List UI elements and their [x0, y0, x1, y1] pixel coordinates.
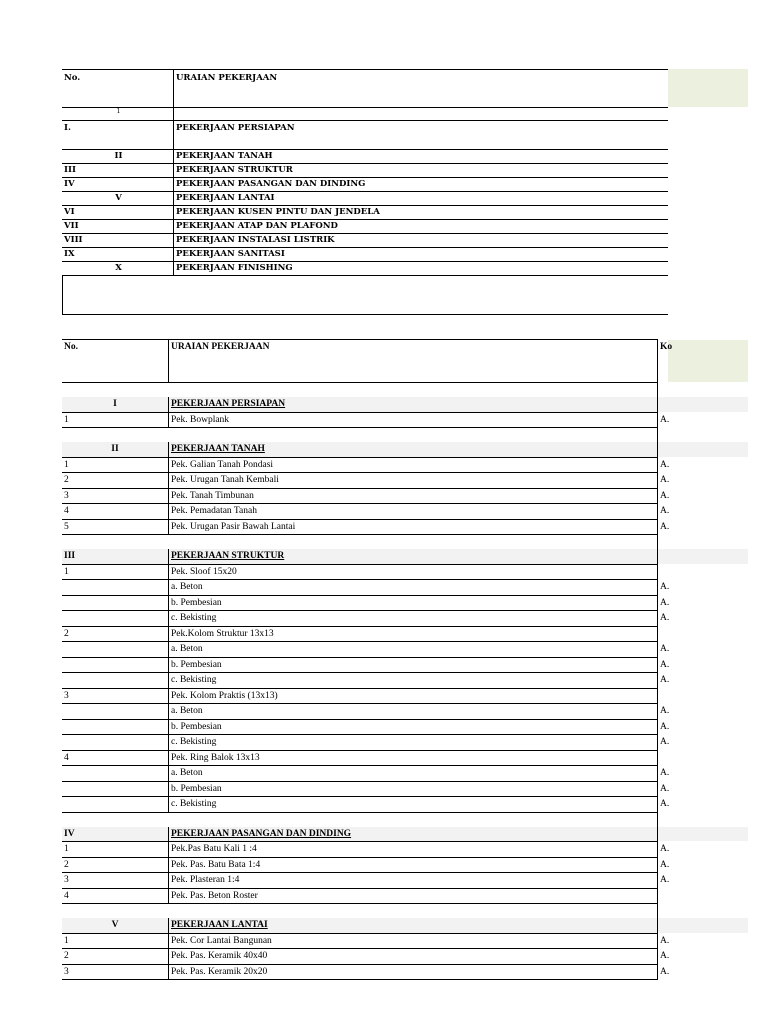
- item-kode: A.: [660, 506, 670, 516]
- header-fill: [668, 69, 748, 107]
- item-no: [62, 766, 169, 781]
- item-uraian: c. Bekisting: [169, 611, 658, 626]
- spacer-row: [62, 428, 658, 442]
- item-uraian: Pek. Galian Tanah Pondasi: [169, 458, 658, 473]
- item-kode: A.: [660, 475, 670, 485]
- table-row: [62, 689, 658, 705]
- item-no: 4: [62, 751, 169, 766]
- detail-table: [62, 339, 672, 980]
- table-row: [62, 504, 670, 520]
- item-uraian: a. Beton: [169, 766, 658, 781]
- section-no: V: [62, 918, 169, 933]
- section-row: [62, 397, 658, 412]
- table-row: VII PEKERJAAN ATAP DAN PLAFOND: [62, 220, 668, 234]
- header-no: No.: [62, 70, 174, 107]
- item-kode: A.: [660, 706, 670, 716]
- item-uraian: c. Bekisting: [169, 735, 658, 750]
- table-row: [62, 751, 658, 767]
- item-no: [62, 782, 169, 797]
- item-no: 1: [62, 934, 169, 949]
- table-row: [62, 797, 670, 813]
- item-no: [62, 720, 169, 735]
- item-uraian: a. Beton: [169, 580, 658, 595]
- item-kode: A.: [660, 459, 670, 470]
- item-no: 1: [62, 458, 169, 473]
- table-row: [62, 934, 670, 950]
- item-no: [62, 596, 169, 611]
- table-row: [62, 766, 670, 782]
- table-row: [62, 673, 670, 689]
- item-kode: A.: [660, 799, 670, 809]
- item-uraian: Pek. Bowplank: [169, 413, 658, 428]
- table-row: [62, 965, 670, 981]
- spacer-row: [62, 383, 658, 397]
- item-kode: A.: [660, 659, 670, 670]
- table-row: II PEKERJAAN TANAH: [62, 150, 668, 164]
- item-uraian: Pek. Urugan Tanah Kembali: [169, 473, 658, 488]
- item-no: [62, 611, 169, 626]
- section-title: PEKERJAAN PASANGAN DAN DINDING: [169, 827, 658, 842]
- section-title: PEKERJAAN STRUKTUR: [169, 549, 658, 564]
- index-mark: 1: [62, 108, 174, 120]
- item-uraian: c. Bekisting: [169, 797, 658, 812]
- item-uraian: Pek. Tanah Timbunan: [169, 489, 658, 504]
- detail-body: [62, 383, 670, 980]
- item-uraian: Pek. Urugan Pasir Bawah Lantai: [169, 520, 658, 535]
- item-no: 3: [62, 965, 169, 980]
- table-row: VI PEKERJAAN KUSEN PINTU DAN JENDELA: [62, 206, 668, 220]
- item-kode: A.: [660, 675, 670, 685]
- item-uraian: Pek. Pemadatan Tanah: [169, 504, 658, 519]
- header-kode: Ko: [660, 342, 672, 352]
- item-no: [62, 642, 169, 657]
- item-kode: A.: [660, 768, 670, 778]
- header-uraian: URAIAN PEKERJAAN: [169, 340, 658, 382]
- header-no: No.: [62, 340, 169, 382]
- item-no: 2: [62, 858, 169, 873]
- item-no: 4: [62, 889, 169, 904]
- item-no: [62, 797, 169, 812]
- item-no: 2: [62, 627, 169, 642]
- item-no: 2: [62, 473, 169, 488]
- item-no: 4: [62, 504, 169, 519]
- summary-header-row: [62, 69, 668, 108]
- table-row: [62, 858, 670, 874]
- item-uraian: Pek. Pas. Batu Bata 1:4: [169, 858, 658, 873]
- table-row: [62, 735, 670, 751]
- header-fill: [668, 340, 748, 382]
- item-kode: A.: [660, 613, 670, 623]
- header-uraian: URAIAN PEKERJAAN: [176, 73, 278, 83]
- item-uraian: a. Beton: [169, 704, 658, 719]
- item-kode: A.: [660, 951, 670, 961]
- item-kode: A.: [660, 521, 670, 532]
- table-row: [62, 413, 670, 429]
- table-row: [62, 489, 670, 505]
- section-row: [62, 549, 658, 564]
- item-no: [62, 580, 169, 595]
- item-uraian: b. Pembesian: [169, 782, 658, 797]
- table-row: [62, 580, 670, 596]
- item-kode: A.: [660, 597, 670, 608]
- item-kode: A.: [660, 644, 670, 654]
- item-no: 3: [62, 873, 169, 888]
- detail-header-row: [62, 339, 672, 383]
- section-row: [62, 442, 658, 457]
- item-kode: A.: [660, 844, 670, 854]
- item-uraian: Pek. Sloof 15x20: [169, 565, 658, 580]
- table-row: I. PEKERJAAN PERSIAPAN: [62, 121, 668, 150]
- table-row: [62, 720, 670, 736]
- spacer-row: [62, 904, 658, 918]
- item-uraian: Pek. Pas. Beton Roster: [169, 889, 658, 904]
- item-no: [62, 704, 169, 719]
- item-kode: A.: [660, 721, 670, 732]
- table-row: III PEKERJAAN STRUKTUR: [62, 164, 668, 178]
- item-kode: A.: [660, 737, 670, 747]
- item-no: 5: [62, 520, 169, 535]
- spacer-row: [62, 813, 658, 827]
- item-no: 3: [62, 489, 169, 504]
- item-uraian: Pek. Pas. Keramik 40x40: [169, 949, 658, 964]
- summary-index-row: [62, 108, 668, 121]
- item-uraian: Pek. Ring Balok 13x13: [169, 751, 658, 766]
- table-row: [62, 627, 658, 643]
- table-row: [62, 658, 670, 674]
- table-row: V PEKERJAAN LANTAI: [62, 192, 668, 206]
- table-row: [62, 642, 670, 658]
- item-kode: A.: [660, 875, 670, 885]
- item-kode: A.: [660, 966, 670, 977]
- table-row: [62, 596, 670, 612]
- item-no: [62, 658, 169, 673]
- section-title: PEKERJAAN PERSIAPAN: [169, 397, 658, 412]
- table-row: IX PEKERJAAN SANITASI: [62, 248, 668, 262]
- spacer-row: [62, 535, 658, 549]
- section-title: PEKERJAAN LANTAI: [169, 918, 658, 933]
- item-uraian: c. Bekisting: [169, 673, 658, 688]
- item-uraian: b. Pembesian: [169, 720, 658, 735]
- item-kode: A.: [660, 490, 670, 501]
- table-row: [62, 520, 670, 536]
- item-no: 3: [62, 689, 169, 704]
- table-row: [62, 473, 670, 489]
- summary-footer-row: [62, 276, 668, 315]
- table-row: [62, 704, 670, 720]
- table-row: IV PEKERJAAN PASANGAN DAN DINDING: [62, 178, 668, 192]
- item-kode: A.: [660, 414, 670, 425]
- table-row: [62, 949, 670, 965]
- item-kode: A.: [660, 935, 670, 946]
- item-kode: A.: [660, 783, 670, 794]
- item-no: 1: [62, 413, 169, 428]
- table-row: [62, 782, 670, 798]
- item-kode: A.: [660, 582, 670, 592]
- table-row: X PEKERJAAN FINISHING: [62, 262, 668, 276]
- item-uraian: Pek.Pas Batu Kali 1 :4: [169, 842, 658, 857]
- item-no: 1: [62, 565, 169, 580]
- item-uraian: a. Beton: [169, 642, 658, 657]
- item-no: [62, 673, 169, 688]
- table-row: VIII PEKERJAAN INSTALASI LISTRIK: [62, 234, 668, 248]
- item-uraian: b. Pembesian: [169, 658, 658, 673]
- item-no: 2: [62, 949, 169, 964]
- table-row: [62, 458, 670, 474]
- section-no: III: [62, 549, 169, 564]
- section-no: I: [62, 397, 169, 412]
- item-uraian: b. Pembesian: [169, 596, 658, 611]
- table-row: [62, 611, 670, 627]
- item-uraian: Pek.Kolom Struktur 13x13: [169, 627, 658, 642]
- table-row: [62, 873, 670, 889]
- item-uraian: Pek. Pas. Keramik 20x20: [169, 965, 658, 980]
- item-uraian: Pek. Cor Lantai Bangunan: [169, 934, 658, 949]
- section-no: II: [62, 442, 169, 457]
- table-row: [62, 565, 658, 581]
- section-no: IV: [62, 827, 169, 842]
- summary-table: [62, 69, 668, 315]
- item-uraian: Pek. Kolom Praktis (13x13): [169, 689, 658, 704]
- section-row: [62, 918, 658, 933]
- table-row: [62, 842, 670, 858]
- section-title: PEKERJAAN TANAH: [169, 442, 658, 457]
- section-row: [62, 827, 658, 842]
- table-row: [62, 889, 658, 905]
- item-no: 1: [62, 842, 169, 857]
- item-uraian: Pek. Plasteran 1:4: [169, 873, 658, 888]
- item-kode: A.: [660, 859, 670, 870]
- item-no: [62, 735, 169, 750]
